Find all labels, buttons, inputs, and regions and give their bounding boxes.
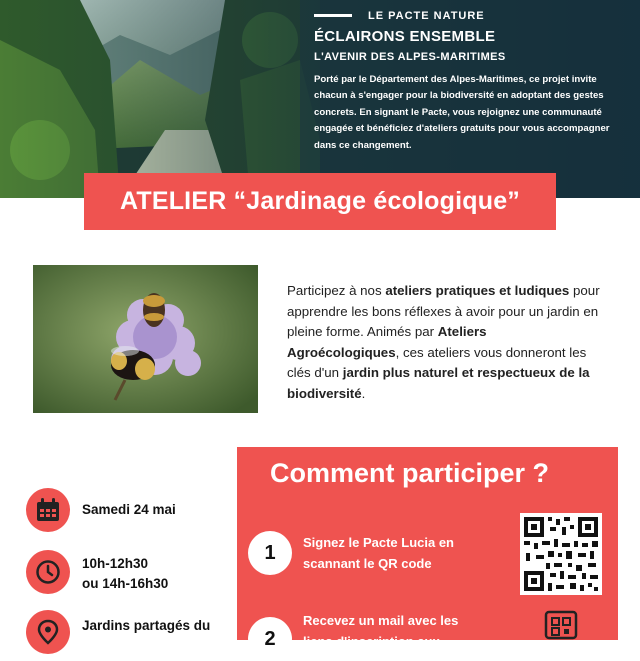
event-date: Samedi 24 mai	[82, 502, 176, 517]
step-1-line-1: Signez le Pacte Lucia en	[303, 535, 454, 550]
step-2-line-1: Recevez un mail avec les	[303, 613, 459, 628]
intro-bold-3: jardin plus naturel et respectueux de la biodiversité	[287, 365, 590, 401]
event-place: Jardins partagés du	[82, 618, 211, 633]
hero-description: Porté par le Département des Alpes-Maritimes, ce projet invite chacun à s'engager pour la biodiversité en adoptant des gestes concrets. En signant le Pacte, vous rejoignez une communauté engagée et bénéficiez d'ateliers gratuits pour vous accompagner dans ce changement.	[314, 74, 610, 151]
step-number-1: 1	[248, 531, 292, 575]
hero-title: ÉCLAIRONS ENSEMBLE	[314, 28, 496, 45]
intro-text-3: , ces ateliers vous donneront les clés d'un	[287, 344, 587, 380]
workshop-title: ATELIER “Jardinage écologique”	[119, 187, 521, 215]
location-pin-icon	[26, 610, 70, 654]
intro-text-1: Participez à nos	[287, 283, 386, 298]
calendar-icon	[26, 488, 70, 532]
event-time-1: 10h-12h30	[82, 556, 149, 571]
participate-title: Comment participer ?	[270, 458, 550, 488]
pacte-label: LE PACTE NATURE	[368, 10, 485, 22]
bee-flower-photo	[33, 265, 258, 413]
intro-bold-2: Ateliers Agroécologiques	[287, 324, 487, 360]
mail-illustration	[520, 600, 602, 640]
intro-paragraph	[287, 281, 602, 404]
mail-qr-icon	[520, 600, 602, 640]
step-2-line-2: liens d'inscription aux	[303, 634, 440, 649]
clock-icon	[26, 550, 70, 594]
intro-text-2: pour apprendre les bons réflexes à avoir pour un jardin en pleine forme. Animés par	[287, 283, 600, 339]
intro-bold-1: ateliers pratiques et ludiques	[385, 283, 570, 298]
qr-code-pattern	[520, 513, 602, 595]
hero-subtitle: L'AVENIR DES ALPES-MARITIMES	[314, 51, 506, 63]
hero-divider	[314, 14, 352, 17]
event-time-2: ou 14h-16h30	[82, 576, 169, 591]
intro-text-4: .	[361, 385, 366, 401]
workshop-banner	[84, 173, 556, 230]
hero-banner	[0, 0, 640, 198]
qr-code[interactable]	[520, 513, 602, 595]
step-number-2: 2	[248, 617, 292, 661]
step-1-line-2: scannant le QR code	[303, 556, 432, 571]
